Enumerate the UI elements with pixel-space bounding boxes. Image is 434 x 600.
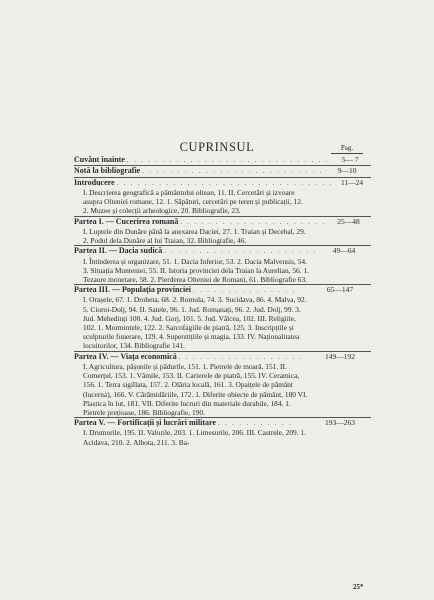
- toc-entry-title: Notă la bibliografie: [74, 166, 141, 176]
- toc-entry-subcontents: I. Orașele, 67. 1. Drobeta, 68. 2. Romula, 74. 3. Sucidava, 86. 4. Malva, 92. 5. Cioroi-Dolj, 94. II. Satele, 96. 1. Jud. Romanați, 96. 2. Jud. Dolj, 99. 3. Jud. Mehedinți 100. 4. Jud. Gorj, 101. 5. Jud. Vâlcea, 102. III. Religiile, 102. 1. Mormintele, 122. 2. Sarcofagiile de piatră, 125. 3. Inscripțiile și sculpturile funerare, 129. 4. Superstițiile și magia, 133. IV. Naționalitatea locuitorilor, 134. Bibliografie 141.: [83, 295, 307, 351]
- toc-entry-pages: 49—64: [332, 246, 356, 256]
- toc-entry-pages: 5— 7: [341, 155, 359, 164]
- toc-entry-title: Partea III. — Populația provinciei: [74, 285, 191, 295]
- toc-entry-pages: 149—192: [325, 351, 355, 361]
- toc-entry: [74, 177, 371, 216]
- top-mark: · ·: [206, 13, 212, 19]
- toc-entry-subcontents: I. Descrierea geografică a pământului oltean, 11. II. Cercetări și izvoare asupra Olteniei romane, 12. 1. Săpături, cercetări pe teren și publicații, 12. 2. Muzee și colecții arheologice, 20. Bibliografie, 23.: [83, 187, 303, 216]
- toc-entry-row: [74, 285, 371, 295]
- toc-entry-pages: 25—48: [337, 216, 360, 226]
- toc-entry-title: Partea V. — Fortificații și lucrări militare: [74, 418, 216, 428]
- toc-entry: [74, 216, 371, 246]
- dot-leader: . . . . . . . . . . . . . . . . . . . . . . . . . .: [142, 167, 324, 176]
- toc-entry: [74, 155, 371, 165]
- toc-entry-pages: 9—10: [337, 166, 357, 176]
- page-title: CUPRINSUL: [179, 140, 255, 154]
- toc-entry-title: Partea I. — Cucerirea romană: [74, 216, 179, 226]
- dot-leader: . . . . . . . . . . .: [217, 419, 293, 428]
- toc-entry-title: Cuvânt înainte: [74, 155, 125, 164]
- toc-entry-subcontents: I. Agricultura, pășunile și pădurile, 151. 1. Pietrele de moară, 151. II. Comerțul, 153. 1. Vămile, 153. II. Carierele de piatră, 155. IV. Ceramica, 156. 1. Terra sigillata, 157. 2. Olăria locală, 161. 3. Opaițele de pământ (lucerna), 166. V. Cărămidăriile, 172. 1. Diferite obiecte de pământ, 180 VI. Plastica în lut, 181. VII. Diferite lucruri din materiale durabile, 184. 1. Pietrele prețioase, 186. Bibliografie, 190.: [83, 361, 308, 417]
- dot-leader: . . . . . . . . . . . . . . . . . . . . . . . . . . . . . . .: [116, 178, 334, 187]
- table-of-contents: [74, 155, 371, 447]
- toc-entry-pages: 193—263: [325, 418, 355, 428]
- toc-entry-row: [74, 418, 371, 428]
- dot-leader: . . . . . . . . . . . . . . .: [192, 286, 296, 295]
- toc-entry-row: [74, 166, 371, 176]
- toc-entry-row: [74, 155, 371, 165]
- signature-mark: 25*: [353, 583, 364, 591]
- toc-entry: [74, 245, 371, 284]
- pag-column-header: Pag.: [331, 144, 363, 154]
- dot-leader: . . . . . . . . . . . . . . . . . . . . . .: [164, 247, 317, 256]
- dot-leader: . . . . . . . . . . . . . . . . . . . . . . . . . . . . .: [126, 156, 330, 164]
- toc-entry-row: [74, 217, 371, 227]
- toc-entry: [74, 351, 371, 418]
- toc-entry-row: [74, 246, 371, 256]
- toc-entry-row: [74, 178, 371, 188]
- toc-entry-subcontents: I. Întinderea și organizare, 51. 1. Dacia Inferior, 53. 2. Dacia Malvensis, 54. 3. Situația Munteniei, 55. II. Istoria provinciei dela Traian la Aurelian, 56. 1. Tezaure monetare, 58. 2. Pierderea Olteniei de Romani, 61. Bibliografie 63.: [83, 256, 309, 284]
- dot-leader: . . . . . . . . . . . . . . . . . .: [178, 352, 303, 361]
- toc-entry-title: Partea II. — Dacia sudică: [74, 246, 163, 256]
- toc-entry: [74, 417, 371, 447]
- toc-entry-subcontents: I. Luptele din Dunăre până la anexarea Daciei, 27. 1. Traian și Decebal, 29. 2. Podul dela Dunăre al lui Traian, 32. Bibliografie, 46.: [83, 226, 306, 245]
- toc-entry: [74, 165, 371, 176]
- toc-entry: [74, 284, 371, 351]
- toc-entry-subcontents: I. Drumurile, 195. II. Valurile, 203. 1. Limesurile, 206. III. Castrele, 209. 1. Acidava, 210. 2. Albota, 211. 3. Ba-: [83, 428, 306, 447]
- dot-leader: . . . . . . . . . . . . . . . . . . . . .: [180, 217, 326, 226]
- toc-entry-pages: 65—147: [326, 285, 354, 295]
- toc-entry-title: Partea IV. — Viața economică: [74, 351, 177, 361]
- toc-entry-title: Introducere: [74, 177, 115, 187]
- toc-entry-pages: 11—24: [340, 177, 364, 187]
- toc-entry-row: [74, 352, 371, 362]
